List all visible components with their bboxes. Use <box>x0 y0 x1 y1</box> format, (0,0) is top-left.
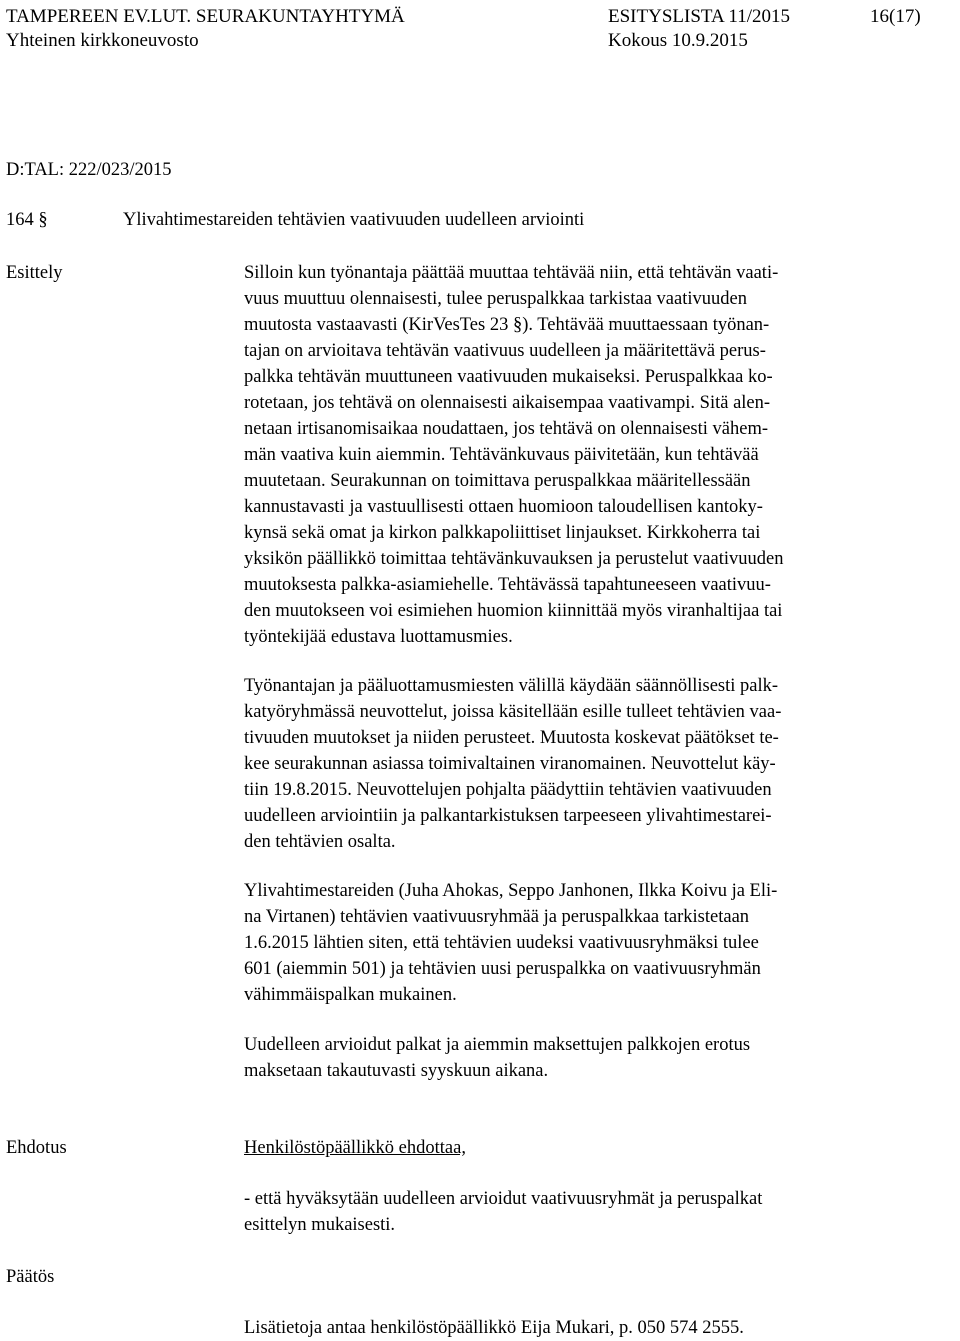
paragraph-line: 1.6.2015 lähtien siten, että tehtävien uudeksi vaativuusryhmäksi tulee <box>244 933 759 953</box>
section-sign: § <box>38 210 48 230</box>
paragraph-line: den muutokseen voi esimiehen huomion kiinnittää myös viranhaltijaa tai <box>244 601 783 621</box>
paragraph-line: rotetaan, jos tehtävä on olennaisesti aikaisempaa vaativampi. Sitä alen- <box>244 393 771 413</box>
case-number-value: 164 <box>6 210 34 230</box>
header-meeting-date: Kokous 10.9.2015 <box>608 30 748 51</box>
ehdotus-heading: Henkilöstöpäällikkö ehdottaa, <box>244 1138 466 1158</box>
diary-number: D:TAL: 222/023/2015 <box>6 160 172 180</box>
paragraph-line: muutetaan. Seurakunnan on toimittava peruspalkkaa määritellessään <box>244 471 751 491</box>
paatos-label: Päätös <box>6 1267 55 1287</box>
paragraph-line: Silloin kun työnantaja päättää muuttaa tehtävää niin, että tehtävän vaati- <box>244 263 779 283</box>
paragraph-line: uudelleen arviointiin ja palkantarkistuksen tarpeeseen ylivahtimestarei- <box>244 806 772 826</box>
paragraph-line: katyöryhmässä neuvottelut, joissa käsitellään esille tulleet tehtävien vaa- <box>244 702 782 722</box>
header-page-number: 16(17) <box>870 6 921 27</box>
header-org: TAMPEREEN EV.LUT. SEURAKUNTAYHTYMÄ <box>6 6 405 27</box>
paragraph-line: maksetaan takautuvasti syyskuun aikana. <box>244 1061 549 1081</box>
paragraph-line: muutosta vastaavasti (KirVesTes 23 §). Tehtävää muuttaessaan työnan- <box>244 315 770 335</box>
case-number <box>6 207 48 233</box>
ehdotus-label: Ehdotus <box>6 1138 67 1158</box>
paragraph-line: Ylivahtimestareiden (Juha Ahokas, Seppo Janhonen, Ilkka Koivu ja Eli- <box>244 881 778 901</box>
esittely-paragraph-3 <box>244 878 944 1008</box>
contact-info: Lisätietoja antaa henkilöstöpäällikkö Eija Mukari, p. 050 574 2555. <box>244 1318 744 1338</box>
paragraph-line: muutoksesta palkka-asiamiehelle. Tehtävässä tapahtuneeseen vaativuu- <box>244 575 771 595</box>
esittely-paragraph-1 <box>244 260 944 650</box>
proposal-line: esittelyn mukaisesti. <box>244 1215 396 1235</box>
paragraph-line: kannustavasti ja vastuullisesti ottaen huomioon taloudellisen kantoky- <box>244 497 763 517</box>
proposal-line: - että hyväksytään uudelleen arvioidut vaativuusryhmät ja peruspalkat <box>244 1189 763 1209</box>
paragraph-line: kee seurakunnan asiassa toimivaltainen viranomainen. Neuvottelut käy- <box>244 754 776 774</box>
paragraph-line: työntekijää edustava luottamusmies. <box>244 627 513 647</box>
esittely-label: Esittely <box>6 263 63 283</box>
paragraph-line: na Virtanen) tehtävien vaativuusryhmää ja peruspalkkaa tarkistetaan <box>244 907 750 927</box>
paragraph-line: 601 (aiemmin 501) ja tehtävien uusi peruspalkka on vaativuusryhmän <box>244 959 761 979</box>
paragraph-line: kynsä sekä omat ja kirkon palkkapoliittiset linjaukset. Kirkkoherra tai <box>244 523 761 543</box>
paragraph-line: den tehtävien osalta. <box>244 832 396 852</box>
paragraph-line: vuus muuttuu olennaisesti, tulee peruspalkkaa tarkistaa vaativuuden <box>244 289 747 309</box>
paragraph-line: Työnantajan ja pääluottamusmiesten välillä käydään säännöllisesti palk- <box>244 676 779 696</box>
case-title: Ylivahtimestareiden tehtävien vaativuuden uudelleen arviointi <box>123 210 585 230</box>
ehdotus-proposal <box>244 1186 944 1238</box>
paragraph-line: palkka tehtävän muuttuneen vaativuuden mukaiseksi. Peruspalkkaa ko- <box>244 367 773 387</box>
paragraph-line: netaan irtisanomisaikaa noudattaen, jos tehtävä on olennaisesti vähem- <box>244 419 768 439</box>
paragraph-line: tajan on arvioitava tehtävän vaativuus uudelleen ja määritettävä perus- <box>244 341 766 361</box>
paragraph-line: män vaativa kuin aiemmin. Tehtävänkuvaus päivitetään, kun tehtävää <box>244 445 759 465</box>
header-list-number: ESITYSLISTA 11/2015 <box>608 6 790 27</box>
paragraph-line: tiin 19.8.2015. Neuvottelujen pohjalta päädyttiin tehtävien vaativuuden <box>244 780 772 800</box>
paragraph-line: Uudelleen arvioidut palkat ja aiemmin maksettujen palkkojen erotus <box>244 1035 751 1055</box>
header-body-name: Yhteinen kirkkoneuvosto <box>6 30 199 51</box>
paragraph-line: vähimmäispalkan mukainen. <box>244 985 457 1005</box>
paragraph-line: tivuuden muutokset ja niiden perusteet. Muutosta koskevat päätökset te- <box>244 728 779 748</box>
paragraph-line: yksikön päällikkö toimittaa tehtävänkuvauksen ja perustelut vaativuuden <box>244 549 784 569</box>
esittely-paragraph-2 <box>244 673 944 855</box>
esittely-paragraph-4 <box>244 1032 944 1084</box>
